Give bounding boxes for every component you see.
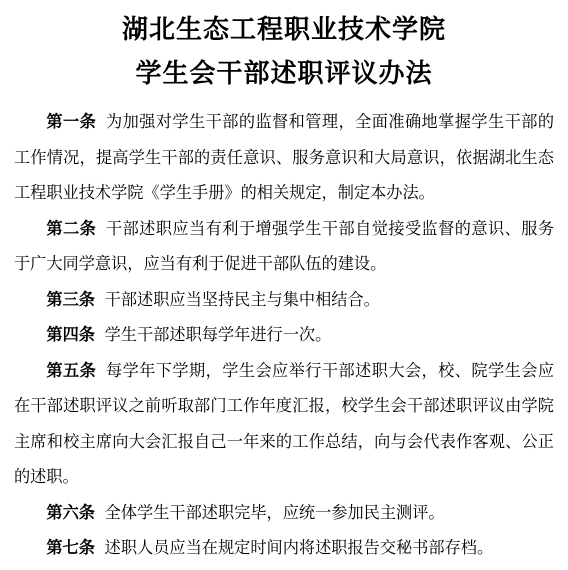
article-text: 全体学生干部述职完毕，应统一参加民主测评。 (104, 502, 445, 522)
article-label: 第三条 (46, 289, 95, 309)
article-7 (14, 530, 554, 566)
article-text: 干部述职应当有利于增强学生干部自觉接受监督的意识、服务于广大同学意识，应当有利于促进干部队伍的建设。 (14, 218, 555, 273)
article-6 (14, 495, 554, 531)
article-1 (14, 104, 554, 211)
article-text: 每学年下学期，学生会应举行干部述职大会，校、院学生会应在干部述职评议之前听取部门工作年度汇报，校学生会干部述职评议由学院主席和校主席向大会汇报自己一年来的工作总结，向与会代表作客观、公正的述职。 (14, 360, 555, 486)
article-text: 述职人员应当在规定时间内将述职报告交秘书部存档。 (104, 538, 494, 557)
article-label: 第六条 (46, 502, 95, 522)
article-text: 干部述职应当坚持民主与集中相结合。 (104, 289, 380, 309)
article-label: 第五条 (46, 360, 97, 380)
document-title-regulation: 学生会干部述职评议办法 (135, 59, 433, 89)
article-label: 第一条 (46, 112, 97, 131)
article-text: 学生干部述职每学年进行一次。 (104, 325, 332, 344)
article-4 (14, 317, 554, 353)
article-label: 第四条 (46, 325, 95, 344)
article-text: 为加强对学生干部的监督和管理，全面准确地掌握学生干部的工作情况，提高学生干部的责任意识、服务意识和大局意识，依据湖北生态工程职业技术学院《学生手册》的相关规定，制定本办法。 (14, 112, 555, 202)
article-label: 第二条 (46, 218, 97, 238)
article-label: 第七条 (46, 538, 95, 557)
article-5 (14, 353, 554, 495)
article-list (14, 104, 554, 566)
article-2 (14, 211, 554, 282)
article-3 (14, 282, 554, 318)
document-title-institution: 湖北生态工程职业技术学院 (121, 15, 446, 45)
